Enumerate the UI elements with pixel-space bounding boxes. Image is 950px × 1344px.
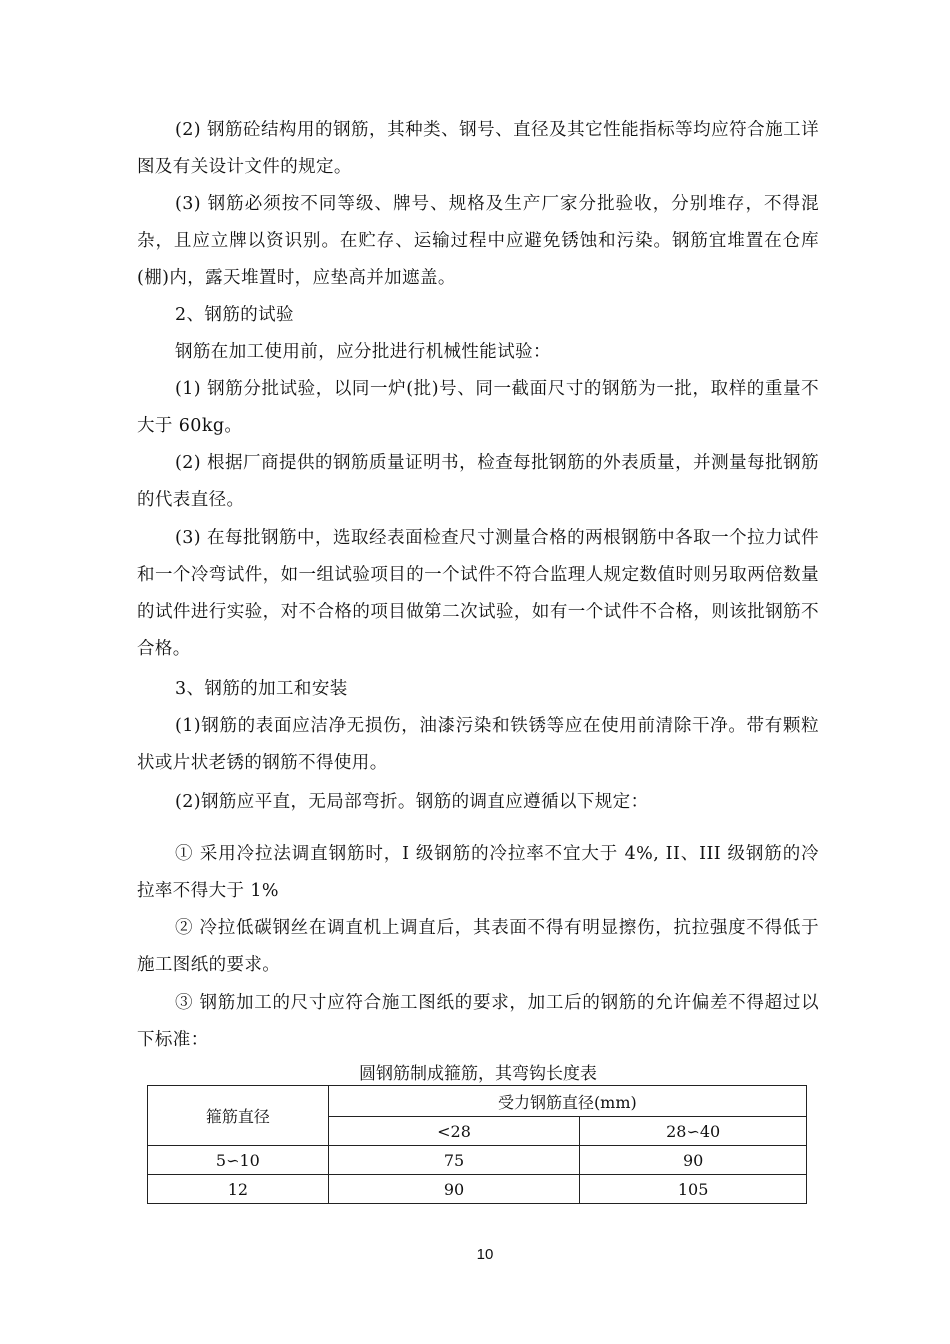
- header-main-bar-diameter: 受力钢筋直径(mm): [328, 1086, 806, 1117]
- paragraph-cold-drawing: ① 采用冷拉法调直钢筋时，I 级钢筋的冷拉率不宜大于 4%, II、III 级钢筋的冷拉率不得大于 1%: [137, 844, 819, 901]
- table-row: [148, 1146, 807, 1175]
- paragraph-batch-test: (1) 钢筋分批试验，以同一炉(批)号、同一截面尺寸的钢筋为一批，取样的重量不大于 60kg。: [137, 379, 819, 436]
- paragraph-dimension-tolerance: ③ 钢筋加工的尺寸应符合施工图纸的要求，加工后的钢筋的允许偏差不得超过以下标准：: [137, 993, 819, 1050]
- table-cell: 90: [328, 1175, 580, 1204]
- paragraph-steel-storage: (3) 钢筋必须按不同等级、牌号、规格及生产厂家分批验收，分别堆存，不得混杂，且应立牌以资识别。在贮存、运输过程中应避免锈蚀和污染。钢筋宜堆置在仓库(棚)内，露天堆置时，应垫高并加遮盖。: [137, 194, 819, 288]
- table-cell: 75: [328, 1146, 580, 1175]
- header-stirrup-diameter: 箍筋直径: [148, 1086, 329, 1146]
- paragraph-surface-clean: (1)钢筋的表面应洁净无损伤，油漆污染和铁锈等应在使用前清除干净。带有颗粒状或片状老锈的钢筋不得使用。: [137, 716, 819, 773]
- subheader-28-to-40: 28∽40: [580, 1117, 807, 1146]
- paragraph-specimen-selection: (3) 在每批钢筋中，选取经表面检查尺寸测量合格的两根钢筋中各取一个拉力试件和一个冷弯试件，如一组试验项目的一个试件不符合监理人规定数值时则另取两倍数量的试件进行实验，对不合格的项目做第二次试验，如有一个试件不合格，则该批钢筋不合格。: [137, 528, 819, 659]
- section-heading-processing: 3、钢筋的加工和安装: [175, 679, 348, 699]
- paragraph-straightening: (2)钢筋应平直，无局部弯折。钢筋的调直应遵循以下规定：: [175, 792, 649, 812]
- paragraph-test-intro: 钢筋在加工使用前，应分批进行机械性能试验：: [175, 342, 551, 362]
- page-number: 10: [476, 1246, 494, 1263]
- table-row: [148, 1175, 807, 1204]
- paragraph-low-carbon-wire: ② 冷拉低碳钢丝在调直机上调直后，其表面不得有明显擦伤，抗拉强度不得低于施工图纸的要求。: [137, 918, 819, 975]
- table-caption: 圆钢筋制成箍筋，其弯钩长度表: [359, 1064, 597, 1084]
- table-cell: 90: [580, 1146, 807, 1175]
- paragraph-steel-spec: (2) 钢筋砼结构用的钢筋，其种类、钢号、直径及其它性能指标等均应符合施工详图及有关设计文件的规定。: [137, 120, 819, 177]
- hook-length-table: [147, 1085, 807, 1204]
- paragraph-quality-certificate: (2) 根据厂商提供的钢筋质量证明书，检查每批钢筋的外表质量，并测量每批钢筋的代表直径。: [137, 453, 819, 510]
- subheader-under-28: <28: [328, 1117, 580, 1146]
- table-cell: 5∽10: [148, 1146, 329, 1175]
- table-cell: 12: [148, 1175, 329, 1204]
- section-heading-steel-test: 2、钢筋的试验: [175, 305, 294, 325]
- table-cell: 105: [580, 1175, 807, 1204]
